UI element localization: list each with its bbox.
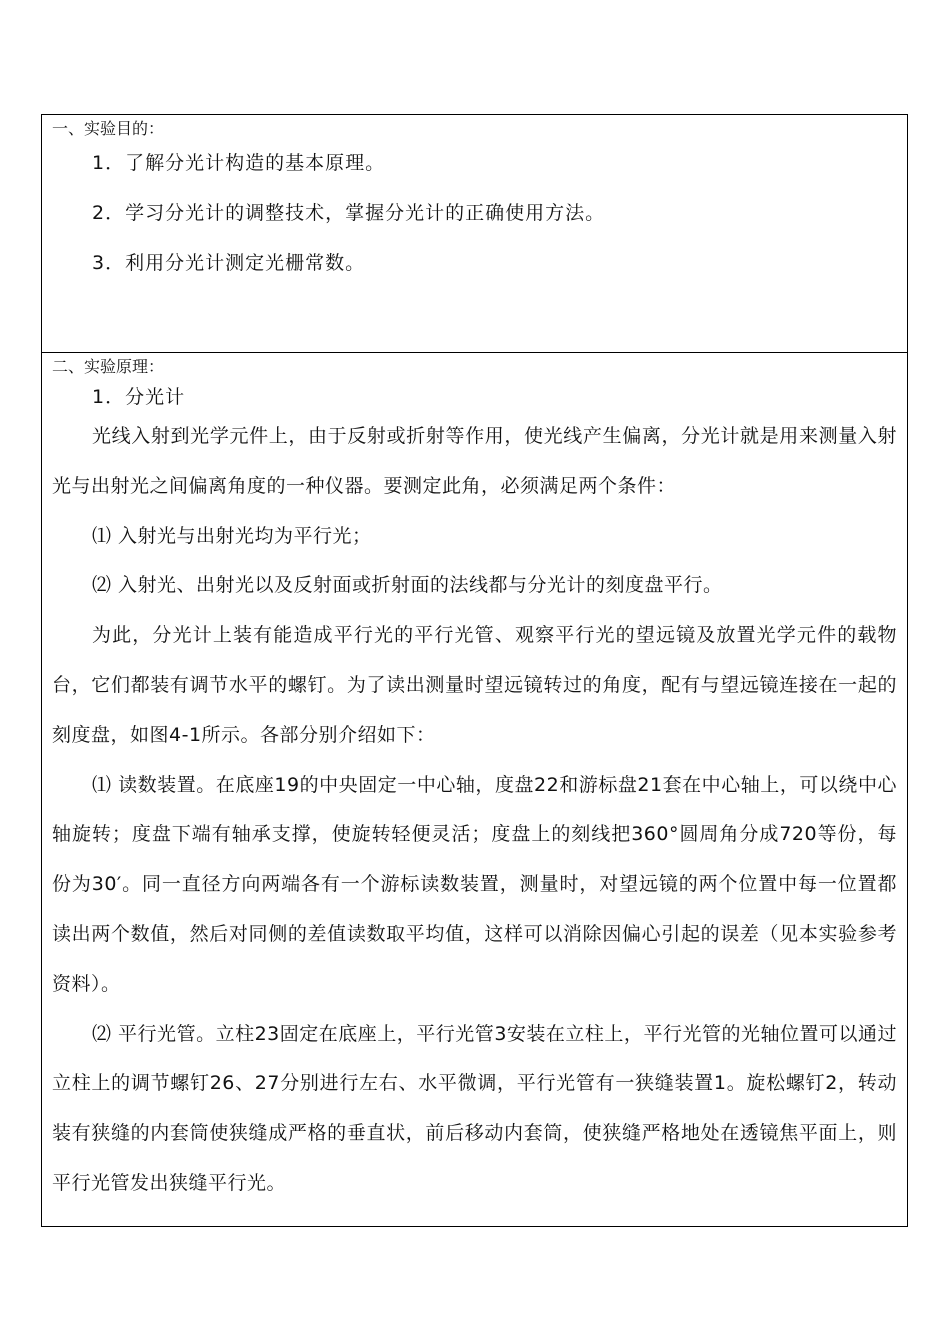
principle-subtitle: 1．分光计 xyxy=(92,386,186,408)
principle-collimator: ⑵ 平行光管。立柱23固定在底座上，平行光管3安装在立柱上，平行光管的光轴位置可以通过立柱上的调节螺钉26、27分别进行左右、水平微调，平行光管有一狭缝装置1。旋松螺钉2，转动装有狭缝的内套筒使狭缝成严格的垂直状，前后移动内套筒，使狭缝严格地处在透镜焦平面上，则平行光管发出狭缝平行光。 xyxy=(52,1022,897,1194)
report-table xyxy=(41,114,908,1227)
principle-paragraph-2: 为此，分光计上装有能造成平行光的平行光管、观察平行光的望远镜及放置光学元件的载物台，它们都装有调节水平的螺钉。为了读出测量时望远镜转过的角度，配有与望远镜连接在一起的刻度盘，如图4-1所示。各部分别介绍如下： xyxy=(52,624,897,746)
experiment-principle-section xyxy=(42,353,907,1226)
experiment-purpose-section xyxy=(42,115,907,353)
principle-reading-device: ⑴ 读数装置。在底座19的中央固定一中心轴，度盘22和游标盘21套在中心轴上，可以绕中心轴旋转；度盘下端有轴承支撑，使旋转轻便灵活；度盘上的刻线把360°圆周角分成720等份，每份为30′。同一直径方向两端各有一个游标读数装置，测量时，对望远镜的两个位置中每一位置都读出两个数值，然后对同侧的差值读数取平均值，这样可以消除因偏心引起的误差（见本实验参考资料）。 xyxy=(52,773,897,995)
purpose-item-2: 2．学习分光计的调整技术，掌握分光计的正确使用方法。 xyxy=(92,202,606,224)
section-heading-purpose: 一、实验目的： xyxy=(52,119,165,138)
purpose-item-1: 1．了解分光计构造的基本原理。 xyxy=(92,152,386,174)
principle-condition-2: ⑵ 入射光、出射光以及反射面或折射面的法线都与分光计的刻度盘平行。 xyxy=(92,574,723,597)
principle-condition-1: ⑴ 入射光与出射光均为平行光； xyxy=(92,524,372,547)
section-heading-principle: 二、实验原理： xyxy=(52,357,165,376)
principle-paragraph-1: 光线入射到光学元件上，由于反射或折射等作用，使光线产生偏离，分光计就是用来测量入射光与出射光之间偏离角度的一种仪器。要测定此角，必须满足两个条件： xyxy=(52,425,897,497)
purpose-item-3: 3．利用分光计测定光栅常数。 xyxy=(92,252,366,274)
